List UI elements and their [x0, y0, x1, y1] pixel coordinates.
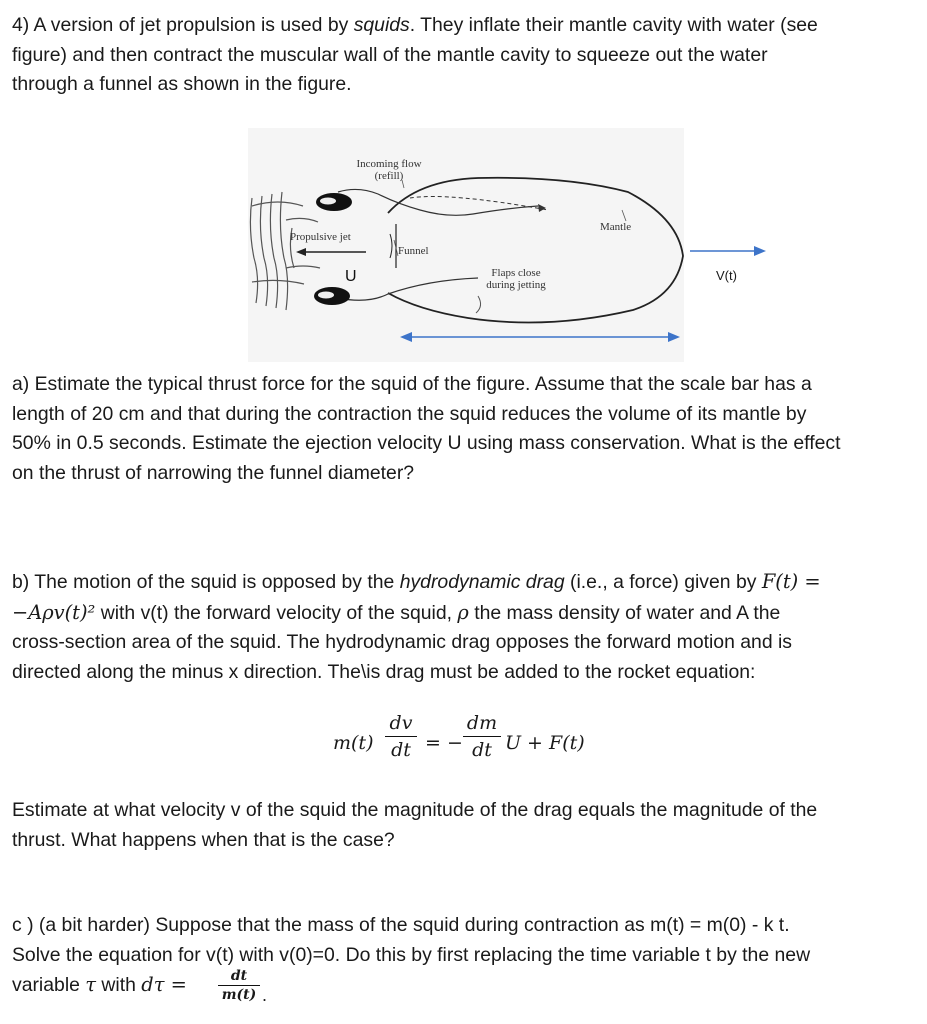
drag-formula: −Aρv(t)²: [12, 600, 96, 624]
flaps-close-text: Flaps close: [491, 267, 541, 279]
velocity-arrow: [690, 244, 770, 258]
part-b: [12, 567, 917, 687]
part-b-emphasis: hydrodynamic drag: [399, 571, 565, 593]
part-b2-text: thrust. What happens when that is the case?: [12, 828, 395, 851]
refill-arrowhead: [538, 204, 546, 212]
part-a-text: a) Estimate the typical thrust force for the squid of the figure. Assume that the scale bar has a: [12, 373, 812, 395]
incoming-flow-label: [344, 158, 434, 182]
part-a: [12, 370, 917, 488]
eq-dt: dt: [391, 739, 411, 761]
part-b-text: b) The motion of the squid is opposed by the: [12, 571, 400, 593]
part-b-text: directed along the minus x direction. The\is drag must be added to the rocket equation:: [12, 660, 756, 683]
part-c-text: c ) (a bit harder) Suppose that the mass of the squid during contraction as m(t) = m(0) - k t.: [12, 914, 790, 936]
u-label: U: [345, 268, 357, 285]
tau-numerator: dt: [230, 968, 248, 984]
tau-denominator: m(t): [221, 987, 257, 1003]
squid-diagram: [248, 128, 684, 362]
refill-text: (refill): [374, 170, 404, 182]
eq-dvdt: [385, 712, 417, 761]
intro-text: 4) A version of jet propulsion is used by: [12, 14, 354, 36]
rho-symbol: ρ: [457, 600, 469, 624]
eq-equals: = −: [425, 732, 463, 754]
intro-text: . They inflate their mantle cavity with water (see: [409, 14, 818, 36]
part-b-text: cross-section area of the squid. The hydrodynamic drag opposes the forward motion and is: [12, 631, 792, 653]
intro-emphasis: squids: [353, 14, 410, 36]
mantle-outline: [388, 178, 683, 323]
eq-mass: m(t): [333, 732, 374, 754]
drag-formula: F(t) =: [761, 570, 821, 593]
part-c-text: with: [96, 974, 142, 996]
upper-flow: [338, 189, 538, 215]
eq-rhs: U + F(t): [505, 732, 585, 754]
dtau-symbol: dτ =: [141, 973, 187, 996]
wake-lines: [250, 192, 320, 310]
tau-period: .: [262, 985, 268, 1005]
part-b-question: [12, 796, 917, 855]
flap: [476, 296, 481, 313]
part-c: [12, 911, 917, 1001]
incoming-flow-text: Incoming flow: [356, 158, 422, 170]
question-intro: [12, 11, 917, 100]
part-b-text: the mass density of water and A the: [468, 601, 781, 624]
refill-flow-dashed: [410, 197, 548, 211]
part-b-text: (i.e., a force) given by: [564, 571, 762, 593]
propulsive-jet-label: Propulsive jet: [290, 231, 351, 243]
eq-dm: dm: [466, 712, 498, 734]
eq-dmdt: [463, 712, 501, 761]
funnel-label: Funnel: [398, 245, 429, 257]
intro-text: through a funnel as shown in the figure.: [12, 73, 352, 95]
part-c-text: Solve the equation for v(t) with v(0)=0. Do this by first replacing the time variable t by the new: [12, 943, 811, 966]
part-c-text: variable: [12, 974, 86, 996]
lower-flow: [338, 278, 478, 300]
velocity-label: V(t): [716, 268, 737, 283]
eq-dt: dt: [472, 739, 492, 761]
part-b-text: with v(t) the forward velocity of the squid,: [95, 601, 458, 624]
eq-dv: dv: [389, 712, 413, 734]
during-jetting-text: during jetting: [486, 279, 546, 291]
intro-text: figure) and then contract the muscular wall of the mantle cavity to squeeze out the water: [12, 43, 768, 66]
tau-symbol: τ: [85, 973, 97, 996]
rocket-equation: [333, 712, 633, 774]
tau-fraction: [218, 968, 260, 1003]
mantle-label: Mantle: [600, 221, 632, 233]
flaps-label: [476, 267, 556, 291]
part-a-text: length of 20 cm and that during the contraction the squid reduces the volume of its mantle by: [12, 402, 807, 425]
squid-jet-figure: [248, 128, 684, 362]
part-a-text: 50% in 0.5 seconds. Estimate the ejection velocity U using mass conservation. What is the effect: [12, 432, 841, 454]
part-b2-text: Estimate at what velocity v of the squid the magnitude of the drag equals the magnitude of the: [12, 799, 818, 821]
part-a-text: on the thrust of narrowing the funnel diameter?: [12, 461, 415, 484]
